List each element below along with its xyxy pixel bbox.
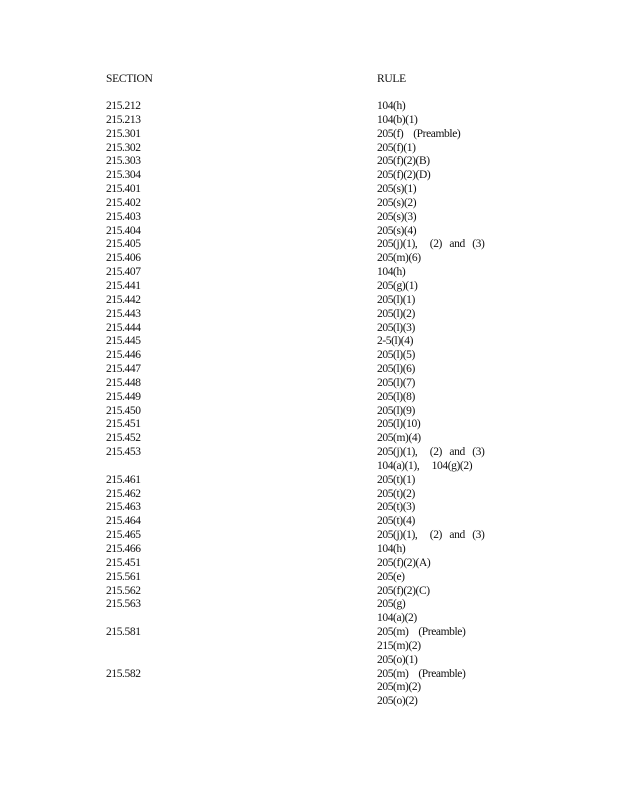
section-number: 215.441 (106, 279, 141, 292)
section-number: 215.301 (106, 127, 141, 140)
table-row (0, 654, 618, 668)
rule-reference: 205(t)(4) (377, 515, 415, 528)
table-row (0, 155, 618, 169)
table-row (0, 543, 618, 557)
rule-reference: 205(f)(1) (377, 141, 416, 154)
table-row (0, 183, 618, 197)
rule-reference: 205(f)(2)(C) (377, 584, 430, 597)
table-row (0, 626, 618, 640)
table-row (0, 128, 618, 142)
rule-reference: 205(o)(1) (377, 653, 418, 666)
section-number: 215.465 (106, 529, 141, 542)
table-row (0, 211, 618, 225)
rule-reference: 104(h) (377, 100, 406, 112)
rule-reference: 205(l)(8) (377, 390, 415, 403)
table-row (0, 501, 618, 515)
table-row (0, 363, 618, 377)
section-number: 215.561 (106, 570, 141, 583)
table-row (0, 280, 618, 294)
rule-reference: 215(m)(2) (377, 639, 421, 652)
rule-reference: 104(a)(2) (377, 612, 417, 625)
table-row (0, 142, 618, 156)
table-row (0, 474, 618, 488)
table-row (0, 557, 618, 571)
rule-reference: 205(j)(1), (2) and (3) (377, 238, 485, 251)
table-row (0, 377, 618, 391)
rule-reference: 104(b)(1) (377, 113, 418, 126)
section-number: 215.449 (106, 390, 141, 403)
table-row (0, 515, 618, 529)
section-number: 215.401 (106, 183, 141, 196)
section-column-header: SECTION (106, 73, 153, 85)
rule-reference: 205(s)(2) (377, 196, 417, 209)
rule-reference: 205(o)(2) (377, 695, 418, 708)
table-row (0, 197, 618, 211)
rule-reference: 205(s)(1) (377, 183, 417, 196)
rule-reference: 205(l)(7) (377, 376, 415, 389)
rule-reference: 205(f) (Preamble) (377, 127, 461, 140)
rule-reference: 205(s)(4) (377, 224, 417, 237)
rule-reference: 104(h) (377, 266, 406, 279)
table-row (0, 391, 618, 405)
rule-reference: 205(g) (377, 598, 406, 611)
table-row (0, 432, 618, 446)
rule-reference: 104(h) (377, 543, 406, 555)
table-row (0, 238, 618, 252)
section-number: 215.303 (106, 155, 141, 168)
rule-reference: 104(a)(1), 104(g)(2) (377, 459, 473, 472)
rule-column-header: RULE (377, 73, 406, 85)
section-number: 215.405 (106, 238, 141, 251)
section-rule-table (0, 100, 618, 709)
rule-reference: 2-5(l)(4) (377, 335, 413, 348)
rule-reference: 205(t)(3) (377, 501, 415, 514)
section-number: 215.563 (106, 598, 141, 611)
rule-reference: 205(l)(3) (377, 321, 415, 334)
rule-reference: 205(l)(6) (377, 363, 415, 376)
section-number: 215.447 (106, 363, 141, 376)
section-number: 215.403 (106, 210, 141, 223)
rule-reference: 205(j)(1), (2) and (3) (377, 446, 485, 459)
table-row (0, 640, 618, 654)
section-number: 215.464 (106, 515, 141, 528)
rule-reference: 205(l)(2) (377, 307, 415, 320)
rule-reference: 205(m)(6) (377, 252, 421, 265)
rule-reference: 205(t)(2) (377, 487, 415, 500)
section-number: 215.463 (106, 501, 141, 514)
rule-reference: 205(f)(2)(D) (377, 169, 431, 182)
table-row (0, 571, 618, 585)
table-row (0, 598, 618, 612)
table-row (0, 418, 618, 432)
rule-reference: 205(l)(5) (377, 349, 415, 362)
table-row (0, 169, 618, 183)
rule-reference: 205(f)(2)(A) (377, 556, 431, 569)
table-row (0, 225, 618, 239)
section-number: 215.562 (106, 584, 141, 597)
table-row (0, 529, 618, 543)
section-number: 215.451 (106, 556, 141, 569)
section-number: 215.450 (106, 404, 141, 417)
table-row (0, 585, 618, 599)
rule-reference: 205(f)(2)(B) (377, 155, 430, 168)
rule-reference: 205(m) (Preamble) (377, 667, 466, 680)
section-number: 215.581 (106, 626, 141, 639)
section-number: 215.212 (106, 100, 141, 112)
table-row (0, 488, 618, 502)
table-row (0, 405, 618, 419)
table-row (0, 460, 618, 474)
rule-reference: 205(g)(1) (377, 279, 418, 292)
table-row (0, 294, 618, 308)
table-row (0, 252, 618, 266)
section-number: 215.407 (106, 266, 141, 279)
table-row (0, 335, 618, 349)
table-row (0, 446, 618, 460)
rule-reference: 205(l)(9) (377, 404, 415, 417)
section-number: 215.213 (106, 113, 141, 126)
section-number: 215.406 (106, 252, 141, 265)
rule-reference: 205(l)(10) (377, 418, 421, 431)
section-number: 215.445 (106, 335, 141, 348)
section-number: 215.461 (106, 473, 141, 486)
table-row (0, 681, 618, 695)
table-row (0, 322, 618, 336)
table-row (0, 668, 618, 682)
section-number: 215.453 (106, 446, 141, 459)
table-row (0, 349, 618, 363)
table-row (0, 266, 618, 280)
rule-reference: 205(m) (Preamble) (377, 626, 466, 639)
rule-reference: 205(m)(2) (377, 681, 421, 694)
section-number: 215.404 (106, 224, 141, 237)
section-number: 215.444 (106, 321, 141, 334)
table-row (0, 308, 618, 322)
rule-reference: 205(e) (377, 570, 405, 583)
table-row (0, 695, 618, 709)
section-number: 215.443 (106, 307, 141, 320)
rule-reference: 205(t)(1) (377, 473, 415, 486)
rule-reference: 205(s)(3) (377, 210, 417, 223)
section-number: 215.466 (106, 543, 141, 555)
section-number: 215.452 (106, 432, 141, 445)
section-number: 215.451 (106, 418, 141, 431)
table-row (0, 114, 618, 128)
section-number: 215.446 (106, 349, 141, 362)
section-number: 215.448 (106, 376, 141, 389)
rule-reference: 205(m)(4) (377, 432, 421, 445)
section-number: 215.462 (106, 487, 141, 500)
rule-reference: 205(j)(1), (2) and (3) (377, 529, 485, 542)
table-row (0, 612, 618, 626)
section-number: 215.582 (106, 667, 141, 680)
section-number: 215.304 (106, 169, 141, 182)
table-row (0, 100, 618, 114)
rule-reference: 205(l)(1) (377, 293, 415, 306)
section-number: 215.442 (106, 293, 141, 306)
section-number: 215.402 (106, 196, 141, 209)
section-number: 215.302 (106, 141, 141, 154)
